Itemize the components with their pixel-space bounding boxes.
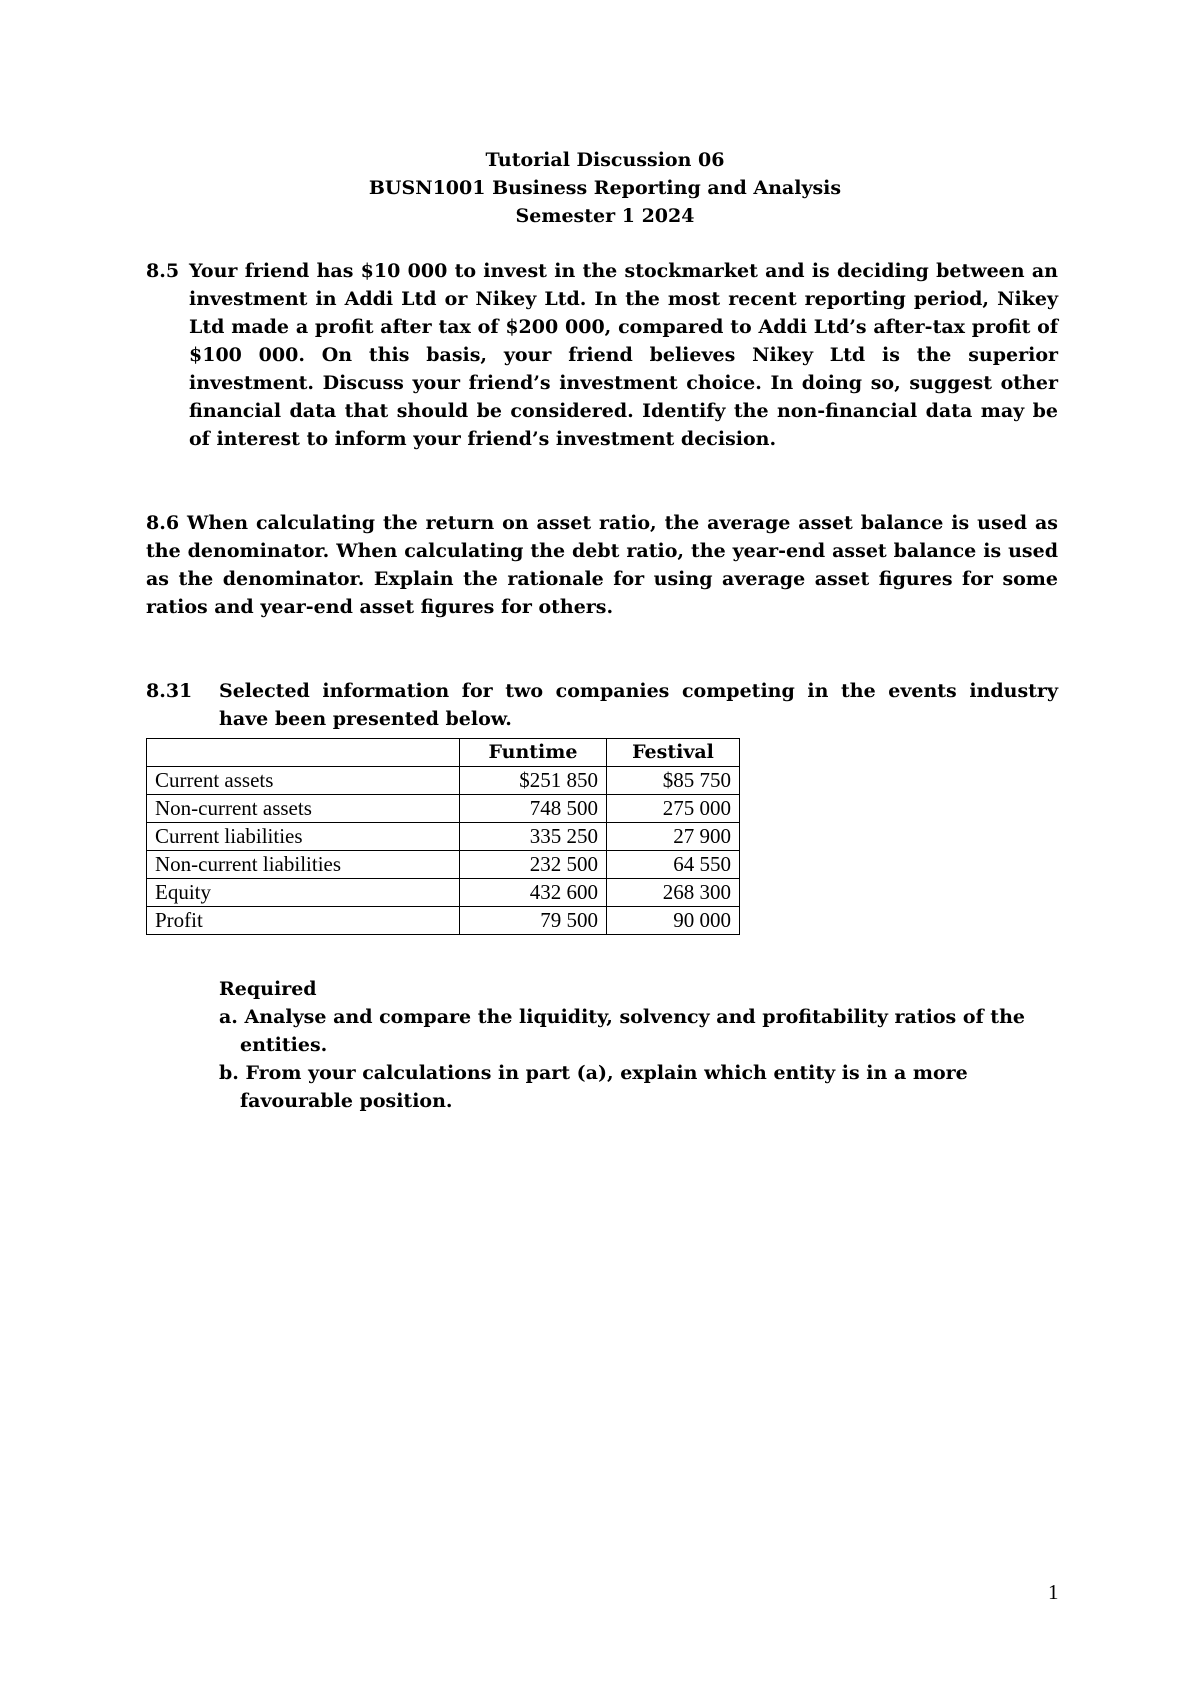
row-label: Current assets — [147, 767, 460, 795]
table-header-row — [147, 739, 740, 767]
table-row — [147, 907, 740, 935]
required-item-a: a. Analyse and compare the liquidity, solvency and profitability ratios of the entities. — [219, 1006, 1025, 1056]
row-label: Current liabilities — [147, 823, 460, 851]
festival-value: 275 000 — [607, 795, 740, 823]
funtime-value: 79 500 — [460, 907, 607, 935]
funtime-value: 748 500 — [460, 795, 607, 823]
question-8-31 — [146, 677, 1058, 733]
question-8-5 — [146, 257, 1058, 453]
funtime-value: 432 600 — [460, 879, 607, 907]
question-number: 8.31 — [146, 680, 193, 702]
page-number: 1 — [1048, 1580, 1059, 1604]
required-item-b: b. From your calculations in part (a), explain which entity is in a more favourable position. — [219, 1062, 968, 1112]
festival-value: 27 900 — [607, 823, 740, 851]
tutorial-title: Tutorial Discussion 06 — [485, 149, 725, 171]
table-row — [147, 851, 740, 879]
row-label: Non-current liabilities — [147, 851, 460, 879]
festival-value: 90 000 — [607, 907, 740, 935]
funtime-value: 335 250 — [460, 823, 607, 851]
table-header-festival: Festival — [607, 739, 740, 767]
table-header-empty — [147, 739, 460, 767]
question-8-6: 8.6 When calculating the return on asset ratio, the average asset balance is used as the denominator. When calculating the debt ratio, the year-end asset balance is used as the denominator. Explain the rationale for using average asset figures for some ratios and year-end asset figures for others. — [146, 512, 1058, 618]
table-row — [147, 823, 740, 851]
financial-data-table — [146, 738, 740, 935]
table-row — [147, 767, 740, 795]
table-row — [147, 879, 740, 907]
semester-label: Semester 1 2024 — [515, 205, 695, 227]
table-row — [147, 795, 740, 823]
question-text: Selected information for two companies competing in the events industry have been presented below. — [219, 680, 1058, 730]
question-number: 8.5 — [146, 260, 180, 282]
festival-value: $85 750 — [607, 767, 740, 795]
question-text: Your friend has $10 000 to invest in the stockmarket and is deciding between an investment in Addi Ltd or Nikey Ltd. In the most recent reporting period, Nikey Ltd made a profit after tax of $200 000, compared to Addi Ltd’s after-tax profit of $100 000. On this basis, your friend believes Nikey Ltd is the superior investment. Discuss your friend’s investment choice. In doing so, suggest other financial data that should be considered. Identify the non-financial data may be of interest to inform your friend’s investment decision. — [189, 260, 1058, 450]
required-title: Required — [219, 978, 317, 1000]
funtime-value: 232 500 — [460, 851, 607, 879]
festival-value: 64 550 — [607, 851, 740, 879]
row-label: Profit — [147, 907, 460, 935]
required-section — [219, 975, 1039, 1115]
festival-value: 268 300 — [607, 879, 740, 907]
row-label: Non-current assets — [147, 795, 460, 823]
funtime-value: $251 850 — [460, 767, 607, 795]
table-header-funtime: Funtime — [460, 739, 607, 767]
row-label: Equity — [147, 879, 460, 907]
document-header — [0, 146, 1200, 230]
course-title: BUSN1001 Business Reporting and Analysis — [368, 177, 842, 199]
